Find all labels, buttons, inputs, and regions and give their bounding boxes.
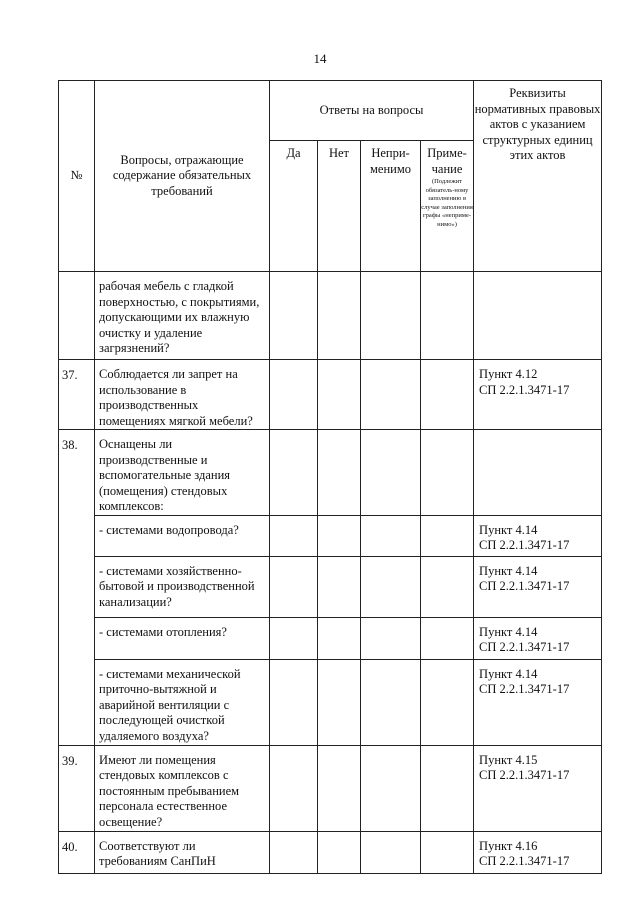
- answer-na-cell: [361, 430, 421, 516]
- header-note-line2: чание: [431, 161, 463, 176]
- row-ref-cell: [474, 272, 602, 360]
- header-answers: Ответы на вопросы: [270, 81, 474, 141]
- answer-note-cell: [421, 360, 474, 430]
- row-question: Соблюдается ли запрет на использование в производственных помещениях мягкой мебели?: [95, 360, 270, 430]
- answer-no-cell: [318, 831, 361, 873]
- row-question: - системами хозяйственно-бытовой и производственной канализации?: [95, 556, 270, 617]
- row-num-cell: [59, 556, 95, 617]
- table-row: [59, 556, 602, 617]
- row-question: Оснащены ли производственные и вспомогательные здания (помещения) стендовых комплексов:: [95, 430, 270, 516]
- answer-yes-cell: [270, 659, 318, 745]
- answer-note-cell: [421, 556, 474, 617]
- ref-clause: Пункт 4.15: [479, 752, 538, 767]
- header-note-line1: Приме-: [427, 146, 467, 160]
- answer-no-cell: [318, 360, 361, 430]
- ref-clause: Пункт 4.12: [479, 367, 538, 381]
- header-note: [421, 141, 474, 272]
- answer-na-cell: [361, 360, 421, 430]
- header-na-line2: менимо: [370, 161, 411, 176]
- answer-yes-cell: [270, 430, 318, 516]
- row-num: 39.: [59, 745, 95, 831]
- answer-yes-cell: [270, 515, 318, 556]
- row-num-cell: [59, 515, 95, 556]
- ref-doc: СП 2.2.1.3471-17: [479, 382, 570, 397]
- answer-na-cell: [361, 272, 421, 360]
- table-row: [59, 272, 602, 360]
- table-row: [59, 617, 602, 659]
- answer-note-cell: [421, 745, 474, 831]
- row-num-cell: [59, 617, 95, 659]
- row-ref: [474, 617, 602, 659]
- row-ref: [474, 515, 602, 556]
- row-ref: [474, 360, 602, 430]
- ref-doc: СП 2.2.1.3471-17: [479, 682, 570, 696]
- ref-doc: СП 2.2.1.3471-17: [479, 579, 570, 593]
- row-num: 40.: [59, 831, 95, 873]
- page-number: 14: [313, 51, 327, 66]
- answer-note-cell: [421, 272, 474, 360]
- answer-no-cell: [318, 745, 361, 831]
- header-num: №: [59, 81, 95, 272]
- row-num: 38.: [59, 430, 95, 516]
- row-ref: [474, 745, 602, 831]
- table-row: [59, 430, 602, 516]
- ref-clause: Пункт 4.14: [479, 666, 538, 681]
- answer-yes-cell: [270, 272, 318, 360]
- ref-clause: Пункт 4.16: [479, 838, 538, 853]
- answer-no-cell: [318, 556, 361, 617]
- header-na: [361, 141, 421, 272]
- row-num: 37.: [59, 360, 95, 430]
- header-yes: Да: [270, 141, 318, 272]
- header-na-line1: Непри-: [371, 146, 410, 160]
- header-no: Нет: [318, 141, 361, 272]
- ref-clause: Пункт 4.14: [479, 563, 538, 578]
- ref-doc: СП 2.2.1.3471-17: [479, 768, 570, 782]
- table-row: [59, 659, 602, 745]
- table-row: [59, 515, 602, 556]
- row-ref-cell: [474, 430, 602, 516]
- table-row: [59, 360, 602, 430]
- ref-doc: СП 2.2.1.3471-17: [479, 538, 570, 552]
- answer-yes-cell: [270, 360, 318, 430]
- answer-yes-cell: [270, 556, 318, 617]
- ref-clause: Пункт 4.14: [479, 624, 538, 639]
- row-question: Имеют ли помещения стендовых комплексов с постоянным пребыванием персонала естественное освещение?: [95, 745, 270, 831]
- answer-na-cell: [361, 659, 421, 745]
- answer-na-cell: [361, 745, 421, 831]
- answer-yes-cell: [270, 617, 318, 659]
- table-row: [59, 831, 602, 873]
- ref-clause: Пункт 4.14: [479, 522, 538, 537]
- answer-na-cell: [361, 617, 421, 659]
- ref-doc: СП 2.2.1.3471-17: [479, 854, 570, 868]
- row-ref: [474, 831, 602, 873]
- ref-doc: СП 2.2.1.3471-17: [479, 640, 570, 654]
- answer-note-cell: [421, 831, 474, 873]
- row-question: - системами водопровода?: [95, 515, 270, 556]
- row-question: - системами отопления?: [95, 617, 270, 659]
- answer-note-cell: [421, 659, 474, 745]
- answer-no-cell: [318, 659, 361, 745]
- row-ref: [474, 556, 602, 617]
- answer-na-cell: [361, 556, 421, 617]
- row-ref: [474, 659, 602, 745]
- answer-na-cell: [361, 515, 421, 556]
- answer-no-cell: [318, 515, 361, 556]
- answer-no-cell: [318, 430, 361, 516]
- row-question: - системами механической приточно-вытяжной и аварийной вентиляции с последующей очисткой удаляемого воздуха?: [95, 659, 270, 745]
- answer-yes-cell: [270, 831, 318, 873]
- answer-na-cell: [361, 831, 421, 873]
- header-note-small: (Подлежит обязатель-ному заполнению в случае заполнения графы «неприме-нимо»): [421, 178, 473, 228]
- header-question: Вопросы, отражающие содержание обязательных требований: [95, 81, 270, 272]
- answer-no-cell: [318, 617, 361, 659]
- answer-no-cell: [318, 272, 361, 360]
- row-question: Соответствуют ли требованиям СанПиН: [95, 831, 270, 873]
- answer-note-cell: [421, 617, 474, 659]
- answer-yes-cell: [270, 745, 318, 831]
- table-row: [59, 745, 602, 831]
- requirements-table: [58, 80, 602, 874]
- answer-note-cell: [421, 515, 474, 556]
- header-row-1: [59, 81, 602, 141]
- row-num-cell: [59, 659, 95, 745]
- answer-note-cell: [421, 430, 474, 516]
- row-question: рабочая мебель с гладкой поверхностью, с покрытиями, допускающими их влажную очистку и удаление загрязнений?: [95, 272, 270, 360]
- row-num-cell: [59, 272, 95, 360]
- header-ref: Реквизиты нормативных правовых актов с указанием структурных единиц этих актов: [474, 81, 602, 272]
